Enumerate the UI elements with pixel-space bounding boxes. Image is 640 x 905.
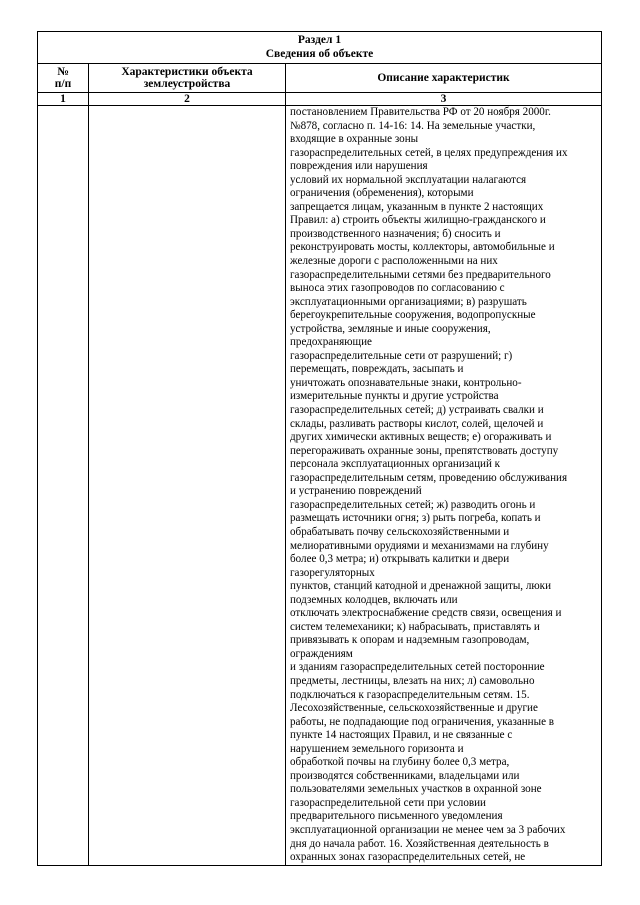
description-line: более 0,3 метра; и) открывать калитки и двери bbox=[290, 553, 510, 566]
description-line: размещать источники огня; з) рыть погреба, копать и bbox=[290, 512, 541, 525]
description-line: производственного назначения; б) сносить и bbox=[290, 227, 501, 240]
row-description-cell bbox=[286, 106, 602, 866]
description-line: перемещать, повреждать, засыпать и bbox=[290, 363, 464, 376]
description-line: ограничения (обременения), которыми bbox=[290, 187, 474, 200]
column-number-row bbox=[38, 93, 602, 106]
description-column-header bbox=[286, 64, 602, 93]
table-row bbox=[38, 106, 602, 866]
description-line: ограждениям bbox=[290, 647, 353, 660]
row-number-cell bbox=[38, 106, 89, 866]
description-line: мелиоративными орудиями и механизмами на глубину bbox=[290, 539, 549, 552]
section-header-cell bbox=[38, 32, 602, 64]
description-line: железные дороги с расположенными на них bbox=[290, 255, 498, 268]
column-number-1: 1 bbox=[38, 93, 89, 106]
description-line: газораспределительным сетям, проведению обслуживания bbox=[290, 471, 568, 484]
section-table bbox=[37, 31, 602, 866]
description-line: обрабатывать почву сельскохозяйственными и bbox=[290, 525, 510, 538]
description-line: отключать электроснабжение средств связи, освещения и bbox=[290, 607, 562, 620]
description-line: условий их нормальной эксплуатации налагаются bbox=[290, 173, 527, 186]
description-line: газораспределительных сетей; д) устраивать свалки и bbox=[290, 404, 544, 417]
description-line: газораспределительными сетями без предварительного bbox=[290, 268, 551, 281]
num-header-line-2: п/п bbox=[54, 78, 72, 90]
description-line: персонала эксплуатационных организаций к bbox=[290, 458, 501, 471]
section-title: Раздел 1 bbox=[297, 34, 342, 46]
description-line: производятся собственниками, владельцами или bbox=[290, 769, 520, 782]
column-number-3: 3 bbox=[286, 93, 602, 106]
description-line: газорегуляторных bbox=[290, 566, 375, 579]
description-line: пользователями земельных участков в охранной зоне bbox=[290, 783, 542, 796]
description-line: постановлением Правительства РФ от 20 ноября 2000г. bbox=[290, 106, 551, 118]
description-line: дня до начала работ. 16. Хозяйственная деятельность в bbox=[290, 837, 549, 850]
description-line: предварительного письменного уведомления bbox=[290, 810, 503, 823]
description-line: выноса этих газопроводов по согласованию с bbox=[290, 282, 505, 295]
row-characteristic-cell bbox=[89, 106, 286, 866]
description-line: эксплуатационной организации не менее чем за 3 рабочих bbox=[290, 823, 566, 836]
description-line: входящие в охранные зоны bbox=[290, 133, 419, 146]
description-line: и зданиям газораспределительных сетей посторонние bbox=[290, 661, 545, 674]
description-line: предметы, лестницы, влезать на них; л) самовольно bbox=[290, 674, 535, 687]
description-line: реконструировать мосты, коллекторы, автомобильные и bbox=[290, 241, 555, 254]
description-line: измерительные пункты и другие устройства bbox=[290, 390, 499, 403]
characteristics-column-header bbox=[89, 64, 286, 93]
description-line: Правил: а) строить объекты жилищно-гражданского и bbox=[290, 214, 546, 227]
description-line: газораспределительных сетей, в целях предупреждения их bbox=[290, 146, 568, 159]
description-line: работы, не подпадающие под ограничения, указанные в bbox=[290, 715, 555, 728]
description-line: эксплуатационными организациями; в) разрушать bbox=[290, 295, 527, 308]
description-line: привязывать к опорам и надземным газопроводам, bbox=[290, 634, 530, 647]
description-line: предохраняющие bbox=[290, 336, 372, 349]
description-line: подземных колодцев, включать или bbox=[290, 593, 458, 606]
num-column-header bbox=[38, 64, 89, 93]
description-line: пункте 14 настоящих Правил, и не связанные с bbox=[290, 729, 513, 742]
description-line: подключаться к газораспределительным сетям. 15. bbox=[290, 688, 530, 701]
description-line: пунктов, станций катодной и дренажной защиты, люки bbox=[290, 580, 552, 593]
description-line: других химически активных веществ; е) огораживать и bbox=[290, 431, 552, 444]
char-header-line-2: землеустройства bbox=[143, 78, 231, 90]
description-line: №878, согласно п. 14-16: 14. На земельные участки, bbox=[290, 119, 536, 132]
description-line: систем телемеханики; к) набрасывать, приставлять и bbox=[290, 620, 540, 633]
description-line: повреждения или нарушения bbox=[290, 160, 428, 173]
description-line: и устранению повреждений bbox=[290, 485, 422, 498]
description-line: уничтожать опознавательные знаки, контрольно- bbox=[290, 376, 522, 389]
desc-header-text: Описание характеристик bbox=[377, 71, 510, 84]
section-subtitle: Сведения об объекте bbox=[265, 48, 374, 60]
description-line: охранных зонах газораспределительных сетей, не bbox=[290, 851, 526, 864]
description-line: устройства, земляные и иные сооружения, bbox=[290, 322, 491, 335]
description-line: газораспределительной сети при условии bbox=[290, 796, 486, 809]
description-line: перегораживать охранные зоны, препятствовать доступу bbox=[290, 444, 559, 457]
description-line: газораспределительных сетей; ж) разводить огонь и bbox=[290, 498, 536, 511]
char-header-line-1: Характеристики объекта bbox=[121, 65, 253, 78]
column-number-2: 2 bbox=[89, 93, 286, 106]
description-line: нарушением земельного горизонта и bbox=[290, 742, 464, 755]
description-text bbox=[290, 106, 598, 865]
description-line: обработкой почвы на глубину более 0,3 метра, bbox=[290, 756, 510, 769]
description-line: склады, разливать растворы кислот, солей, щелочей и bbox=[290, 417, 544, 430]
description-line: Лесохозяйственные, сельскохозяйственные и другие bbox=[290, 702, 538, 715]
description-line: запрещается лицам, указанным в пункте 2 настоящих bbox=[290, 200, 544, 213]
description-line: берегоукрепительные сооружения, водопропускные bbox=[290, 309, 536, 322]
description-line: газораспределительные сети от разрушений; г) bbox=[290, 349, 513, 362]
num-header-line-1: № bbox=[57, 65, 69, 78]
